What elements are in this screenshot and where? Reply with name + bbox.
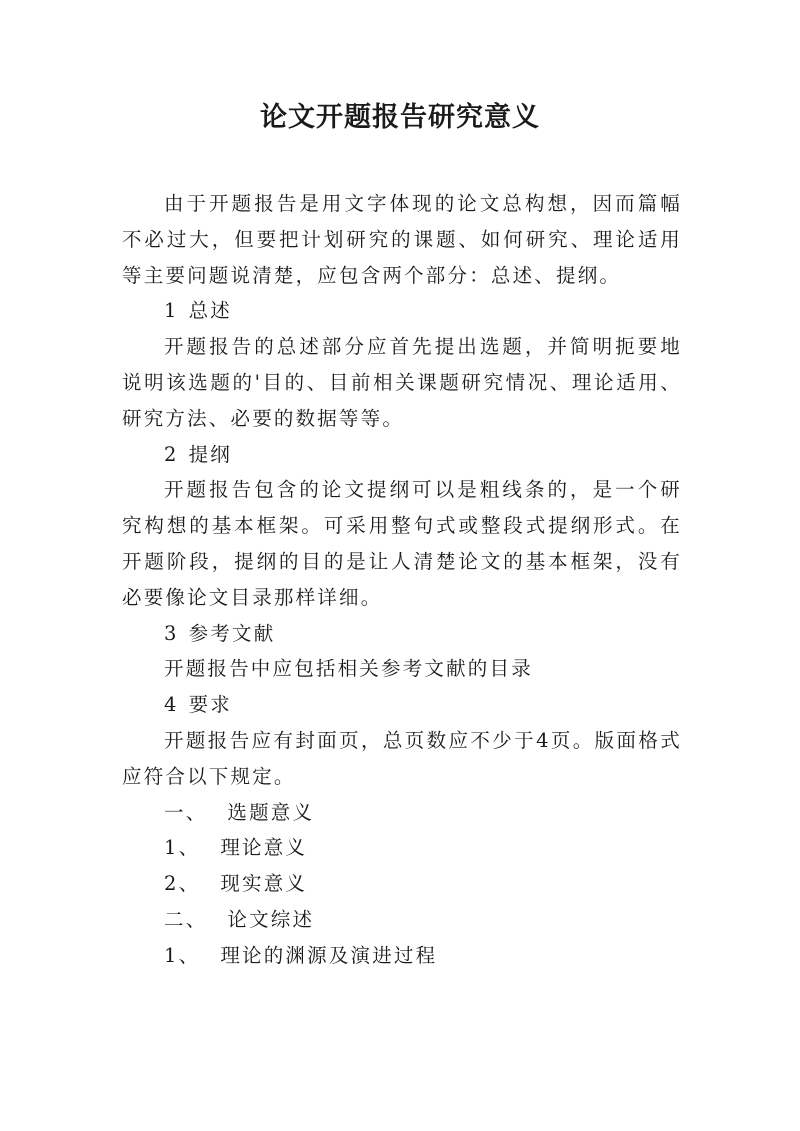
- section-heading-4: [122, 687, 682, 723]
- section-title: 总述: [188, 299, 233, 323]
- section-title: 提纲: [188, 442, 233, 466]
- section-heading-1: [122, 293, 682, 329]
- outline-text: 理论的渊源及演进过程: [220, 943, 438, 967]
- document-body: [122, 186, 682, 974]
- outline-number: 2、: [164, 872, 201, 896]
- section-heading-3: [122, 616, 682, 652]
- outline-text: 理论意义: [220, 836, 308, 860]
- outline-item: [122, 866, 682, 902]
- section-number: 2: [164, 442, 179, 466]
- outline-item: [122, 938, 682, 974]
- section-body-2: 开题报告包含的论文提纲可以是粗线条的，是一个研究构想的基本框架。可采用整句式或整段式提纲形式。在开题阶段，提纲的目的是让人清楚论文的基本框架，没有必要像论文目录那样详细。: [122, 478, 682, 609]
- outline-item: [122, 902, 682, 938]
- outline-number: 二、: [164, 907, 208, 931]
- outline-text: 现实意义: [220, 872, 308, 896]
- section-number: 4: [164, 693, 179, 717]
- section-heading-2: [122, 437, 682, 473]
- outline-item: [122, 795, 682, 831]
- outline-item: [122, 830, 682, 866]
- outline-number: 一、: [164, 800, 208, 824]
- document-title: 论文开题报告研究意义: [260, 102, 540, 133]
- intro-paragraph: 由于开题报告是用文字体现的论文总构想，因而篇幅不必过大，但要把计划研究的课题、如何研究、理论适用等主要问题说清楚，应包含两个部分：总述、提纲。: [122, 192, 682, 287]
- section-title: 要求: [188, 693, 233, 717]
- section-body-4: 开题报告应有封面页，总页数应不少于4页。版面格式应符合以下规定。: [122, 728, 682, 788]
- outline-text: 选题意义: [227, 800, 315, 824]
- section-title: 参考文献: [188, 621, 276, 645]
- section-number: 1: [164, 299, 179, 323]
- section-number: 3: [164, 621, 179, 645]
- section-body-1: 开题报告的总述部分应首先提出选题，并简明扼要地说明该选题的'目的、目前相关课题研究情况、理论适用、研究方法、必要的数据等等。: [122, 335, 682, 430]
- outline-number: 1、: [164, 943, 201, 967]
- outline-number: 1、: [164, 836, 201, 860]
- section-body-3: 开题报告中应包括相关参考文献的目录: [164, 657, 533, 681]
- outline-text: 论文综述: [227, 907, 315, 931]
